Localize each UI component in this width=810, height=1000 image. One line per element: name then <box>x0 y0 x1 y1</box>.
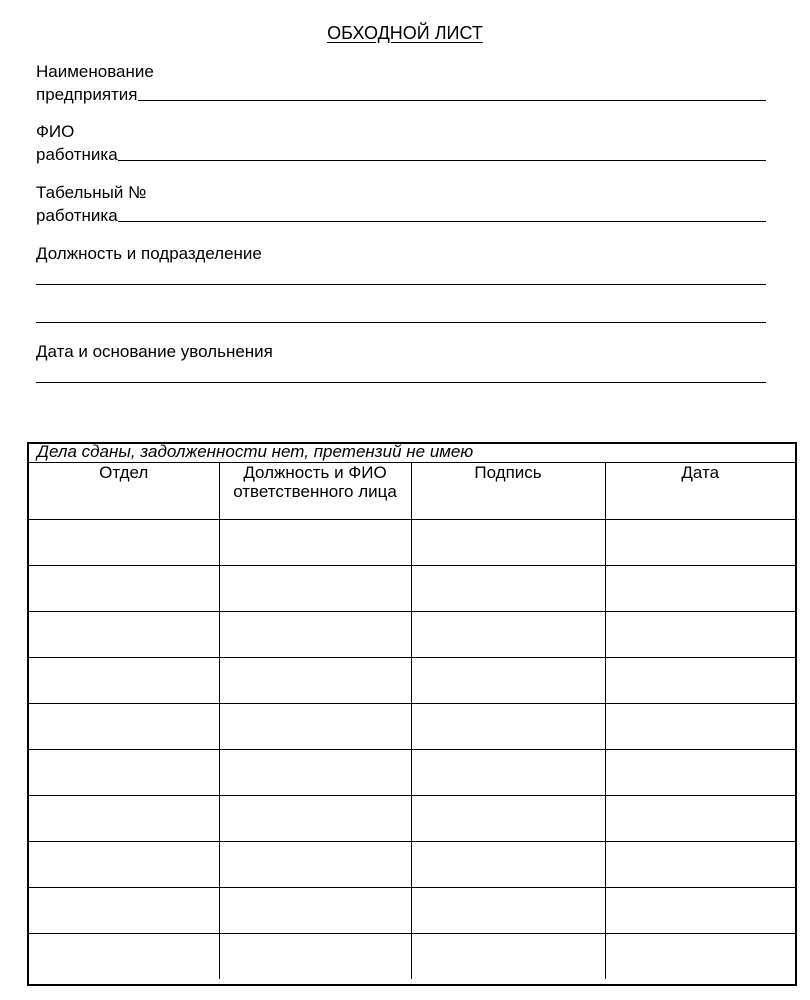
column-header-date: Дата <box>605 463 795 520</box>
table-cell-signature[interactable] <box>411 842 605 888</box>
table-cell-responsible[interactable] <box>219 934 411 980</box>
table-cell-responsible[interactable] <box>219 566 411 612</box>
table-cell-responsible[interactable] <box>219 658 411 704</box>
table-cell-department[interactable] <box>29 704 219 750</box>
table-cell-responsible[interactable] <box>219 520 411 566</box>
column-header-responsible: Должность и ФИО ответственного лица <box>219 463 411 520</box>
table-row <box>29 704 795 750</box>
table-cell-responsible[interactable] <box>219 612 411 658</box>
clearance-table <box>27 442 797 986</box>
table-caption: Дела сданы, задолженности нет, претензий не имею <box>29 444 795 463</box>
table-row <box>29 520 795 566</box>
table-cell-signature[interactable] <box>411 888 605 934</box>
table-cell-signature[interactable] <box>411 658 605 704</box>
table-cell-responsible[interactable] <box>219 704 411 750</box>
document-title-text: ОБХОДНОЙ ЛИСТ <box>327 23 483 43</box>
table-cell-department[interactable] <box>29 796 219 842</box>
fio-field[interactable] <box>36 145 766 165</box>
table-row <box>29 658 795 704</box>
table-row <box>29 842 795 888</box>
tab-number-label-line2: работника <box>36 206 118 225</box>
fio-label-line2: работника <box>36 145 118 164</box>
tab-number-field[interactable] <box>36 206 766 226</box>
table-cell-department[interactable] <box>29 934 219 980</box>
table-cell-date[interactable] <box>605 796 795 842</box>
table-cell-responsible[interactable] <box>219 842 411 888</box>
document-title <box>0 22 810 44</box>
table-cell-date[interactable] <box>605 704 795 750</box>
table-cell-date[interactable] <box>605 612 795 658</box>
enterprise-field[interactable] <box>36 85 766 105</box>
position-label: Должность и подразделение <box>36 244 262 263</box>
table-cell-department[interactable] <box>29 888 219 934</box>
table-cell-date[interactable] <box>605 566 795 612</box>
table-cell-responsible[interactable] <box>219 796 411 842</box>
table-cell-date[interactable] <box>605 842 795 888</box>
enterprise-label-line1: Наименование <box>36 62 154 81</box>
table-row <box>29 934 795 980</box>
position-blank-line-1[interactable] <box>36 284 766 285</box>
table-cell-date[interactable] <box>605 888 795 934</box>
table-cell-signature[interactable] <box>411 750 605 796</box>
table-cell-department[interactable] <box>29 658 219 704</box>
table-row <box>29 888 795 934</box>
table-cell-date[interactable] <box>605 658 795 704</box>
table-cell-signature[interactable] <box>411 796 605 842</box>
dismissal-label: Дата и основание увольнения <box>36 342 273 361</box>
fio-blank-line[interactable] <box>118 159 766 161</box>
position-blank-line-2[interactable] <box>36 322 766 323</box>
table-cell-responsible[interactable] <box>219 750 411 796</box>
table-header-row <box>29 463 795 520</box>
fio-label-line1: ФИО <box>36 122 75 141</box>
table-row <box>29 612 795 658</box>
table-cell-date[interactable] <box>605 520 795 566</box>
table-cell-signature[interactable] <box>411 934 605 980</box>
tab-number-label-line1: Табельный № <box>36 183 147 202</box>
column-header-department: Отдел <box>29 463 219 520</box>
table-cell-department[interactable] <box>29 566 219 612</box>
table-cell-department[interactable] <box>29 750 219 796</box>
tab-number-blank-line[interactable] <box>118 220 766 222</box>
table-cell-signature[interactable] <box>411 520 605 566</box>
table-cell-date[interactable] <box>605 750 795 796</box>
column-header-signature: Подпись <box>411 463 605 520</box>
table-cell-department[interactable] <box>29 520 219 566</box>
table-cell-responsible[interactable] <box>219 888 411 934</box>
table-cell-signature[interactable] <box>411 612 605 658</box>
dismissal-blank-line[interactable] <box>36 382 766 383</box>
enterprise-label-line2: предприятия <box>36 85 138 104</box>
clearance-grid <box>29 463 795 979</box>
table-row <box>29 796 795 842</box>
table-cell-department[interactable] <box>29 842 219 888</box>
table-cell-department[interactable] <box>29 612 219 658</box>
table-cell-signature[interactable] <box>411 704 605 750</box>
table-cell-date[interactable] <box>605 934 795 980</box>
table-row <box>29 566 795 612</box>
table-row <box>29 750 795 796</box>
enterprise-blank-line[interactable] <box>138 99 766 101</box>
table-cell-signature[interactable] <box>411 566 605 612</box>
